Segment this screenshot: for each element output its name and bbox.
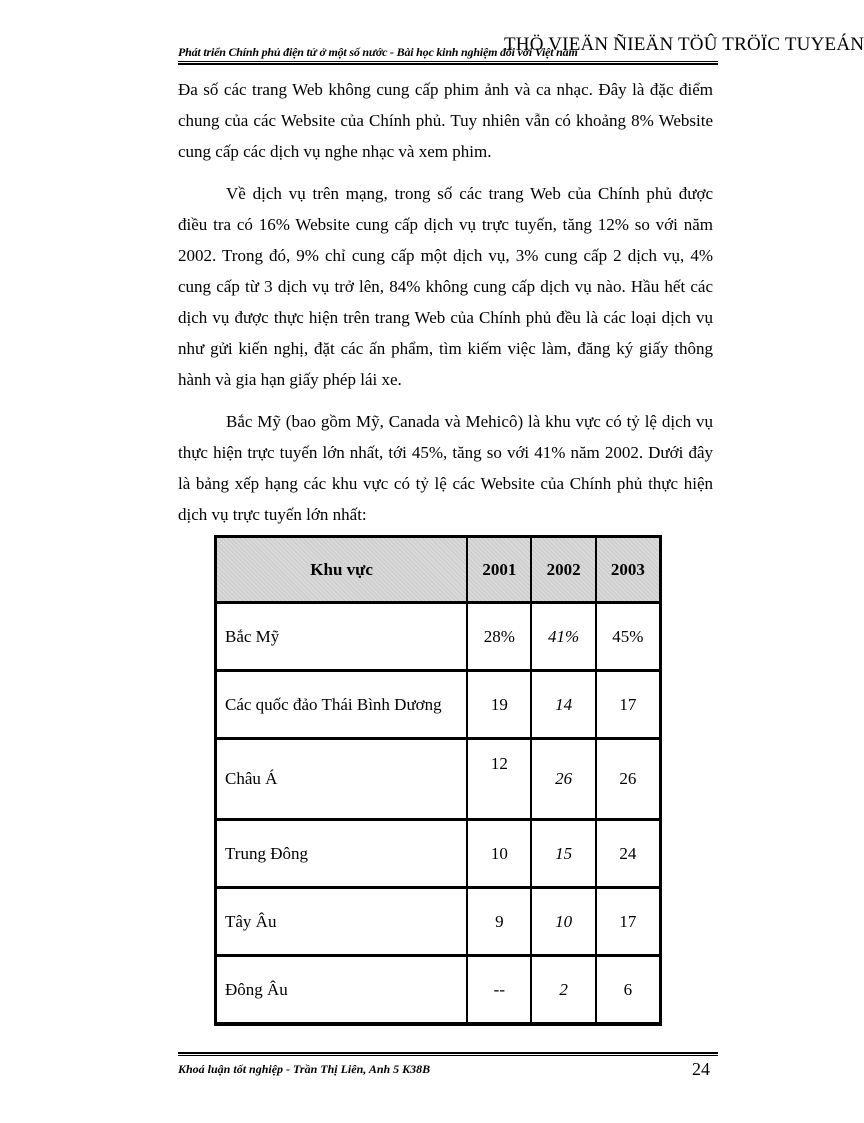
page-footer: [178, 1052, 718, 1092]
value-2002-cell: 41%: [531, 603, 595, 671]
value-2001-cell: --: [467, 956, 531, 1024]
region-ranking-table: [214, 535, 662, 1026]
header-2002: 2002: [531, 537, 595, 603]
table-row: [216, 820, 660, 888]
value-2003-cell: 17: [596, 888, 660, 956]
value-2003-cell: 6: [596, 956, 660, 1024]
value-2001-cell: 10: [467, 820, 531, 888]
paragraph-2: Về dịch vụ trên mạng, trong số các trang Web của Chính phủ được điều tra có 16% Website cung cấp dịch vụ trực tuyến, tăng 12% so với năm 2002. Trong đó, 9% chỉ cung cấp một dịch vụ, 3% cung cấp 2 dịch vụ, 4% cung cấp từ 3 dịch vụ trở lên, 84% không cung cấp dịch vụ nào. Hầu hết các dịch vụ được thực hiện trên trang Web của Chính phủ đều là các loại dịch vụ như gửi kiến nghị, đặt các ấn phẩm, tìm kiếm việc làm, đăng ký giấy thông hành và gia hạn giấy phép lái xe.: [178, 184, 713, 389]
header-2003: 2003: [596, 537, 660, 603]
paragraph-3: Bắc Mỹ (bao gồm Mỹ, Canada và Mehicô) là khu vực có tỷ lệ dịch vụ thực hiện trực tuyến lớn nhất, tới 45%, tăng so với 41% năm 2002. Dưới đây là bảng xếp hạng các khu vực có tỷ lệ các Website của Chính phủ thực hiện dịch vụ trực tuyến lớn nhất:: [178, 412, 713, 524]
table-row: [216, 671, 660, 739]
region-cell: Tây Âu: [216, 888, 467, 956]
footer-author: Khoá luận tốt nghiệp - Trần Thị Liên, Anh 5 K38B: [178, 1062, 431, 1076]
region-cell: Châu Á: [216, 739, 467, 820]
region-cell: Trung Đông: [216, 820, 467, 888]
value-2003-cell: 17: [596, 671, 660, 739]
value-2003-cell: 45%: [596, 603, 660, 671]
paragraph-1: Đa số các trang Web không cung cấp phim ảnh và ca nhạc. Đây là đặc điểm chung của các Website của Chính phủ. Tuy nhiên vẫn có khoảng 8% Website cung cấp các dịch vụ nghe nhạc và xem phim.: [178, 80, 713, 161]
value-2002-cell: 14: [531, 671, 595, 739]
value-2002-cell: 15: [531, 820, 595, 888]
value-2002-cell: 26: [531, 739, 595, 820]
library-watermark: THÖ VIEÄN ÑIEÄN TÖÛ TRÖÏC TUYEÁN: [504, 34, 864, 55]
body-text: [178, 74, 713, 541]
value-2001-cell: 28%: [467, 603, 531, 671]
header-2001: 2001: [467, 537, 531, 603]
table-row: [216, 956, 660, 1024]
header-region: Khu vực: [216, 537, 467, 603]
value-2002-cell: 10: [531, 888, 595, 956]
value-2001-cell: 12: [467, 739, 531, 820]
region-cell: Các quốc đảo Thái Bình Dương: [216, 671, 467, 739]
footer-rule: [178, 1052, 718, 1056]
region-cell: Bắc Mỹ: [216, 603, 467, 671]
region-cell: Đông Âu: [216, 956, 467, 1024]
page-number: 24: [692, 1059, 710, 1079]
value-2001-cell: 19: [467, 671, 531, 739]
header-rule: [178, 61, 718, 65]
value-2003-cell: 26: [596, 739, 660, 820]
value-2002-cell: 2: [531, 956, 595, 1024]
page-header: [178, 34, 864, 64]
table-row: [216, 739, 660, 820]
value-2001-cell: 9: [467, 888, 531, 956]
value-2003-cell: 24: [596, 820, 660, 888]
table-header-row: [216, 537, 660, 603]
running-title: Phát triển Chính phủ điện tử ở một số nước - Bài học kinh nghiệm đối với Việt nam: [178, 45, 578, 59]
table-row: [216, 888, 660, 956]
table-row: [216, 603, 660, 671]
